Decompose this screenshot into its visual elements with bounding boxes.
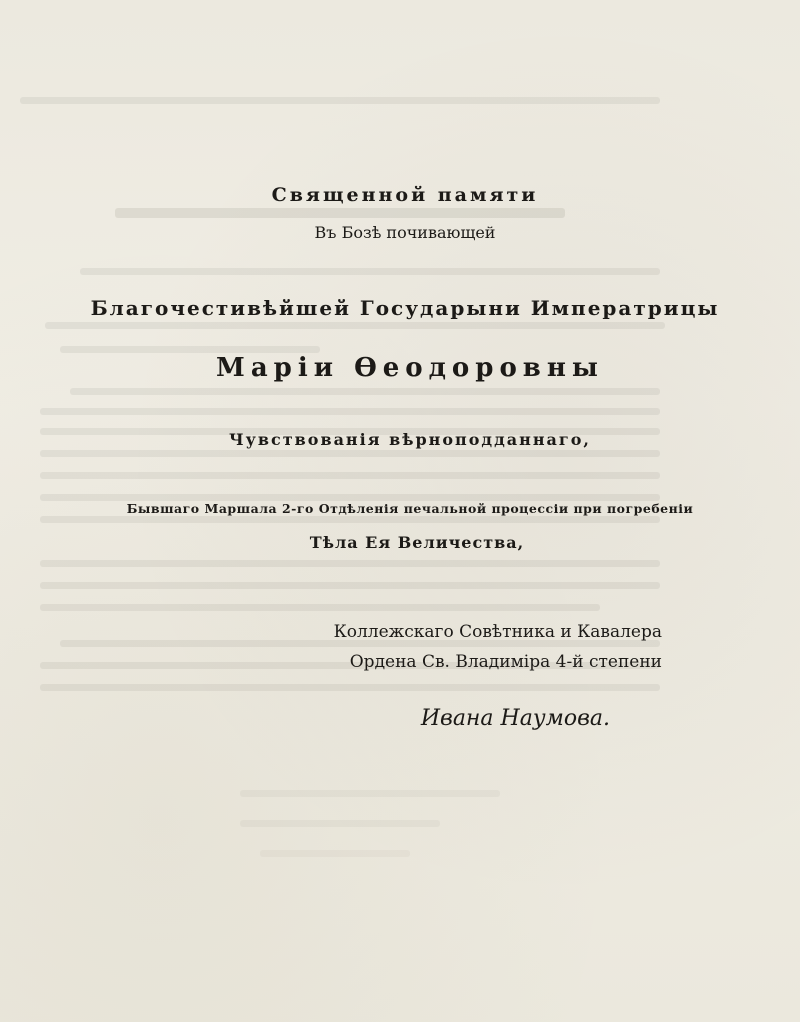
author-order: Ордена Св. Владиміра 4-й степени bbox=[349, 652, 662, 672]
dedication-heading: Священной памяти bbox=[271, 184, 539, 206]
empress-title-line: Благочестивѣйшей Государыни Императрицы bbox=[90, 296, 720, 320]
author-name: Ивана Наумова. bbox=[420, 706, 610, 731]
reposed-line: Въ Бозѣ почивающей bbox=[314, 223, 496, 242]
empress-name: Маріи Ѳеодоровны bbox=[216, 353, 604, 383]
majesty-line: Тѣла Ея Величества, bbox=[309, 533, 525, 552]
marshal-line: Бывшаго Маршала 2-го Отдѣленія печальной процессіи при погребеніи bbox=[126, 501, 694, 516]
feelings-line: Чувствованія вѣрноподданнаго, bbox=[229, 430, 591, 449]
author-rank: Коллежскаго Совѣтника и Кавалера bbox=[333, 622, 662, 642]
